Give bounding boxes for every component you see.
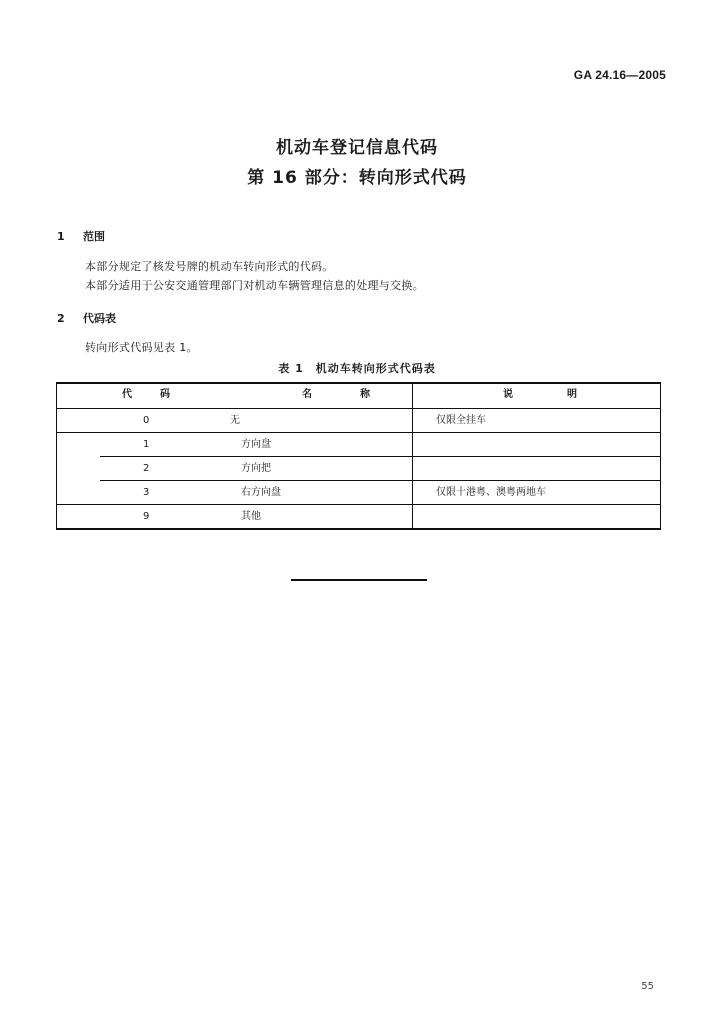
end-of-document-rule — [291, 579, 427, 581]
document-subtitle: 第 16 部分：转向形式代码 — [247, 168, 467, 188]
column-header-char: 说 — [503, 389, 515, 400]
column-header-note — [503, 389, 579, 401]
standard-code: GA 24.16—2005 — [573, 68, 666, 82]
table-cell-name: 方向把 — [241, 463, 271, 474]
table-row-rule — [100, 456, 660, 457]
code-table — [56, 382, 661, 529]
section-title: 范围 — [83, 230, 105, 243]
table-row-rule — [56, 504, 661, 505]
column-header-name — [302, 389, 372, 401]
column-header-char: 代 — [122, 389, 134, 400]
table-row-rule — [56, 432, 661, 433]
section-heading-code-table — [57, 310, 116, 326]
table-right-border — [660, 382, 661, 529]
column-header-char: 名 — [302, 389, 314, 400]
page-number: 55 — [641, 981, 654, 992]
table-cell-code: 2 — [143, 463, 150, 474]
section-number: 2 — [57, 312, 65, 325]
table-cell-name: 方向盘 — [241, 439, 271, 450]
table-caption-label: 表 1 — [278, 362, 304, 375]
table-top-rule — [56, 382, 661, 384]
column-header-code — [122, 389, 172, 401]
table-cell-note: 仅限十港粤、澳粤两地车 — [436, 487, 546, 498]
section-paragraph: 本部分规定了核发号牌的机动车转向形式的代码。 — [85, 260, 334, 273]
table-row-rule — [100, 480, 660, 481]
table-left-border — [56, 382, 57, 529]
table-cell-name: 右方向盘 — [241, 487, 281, 498]
column-header-char: 明 — [567, 389, 579, 400]
table-cell-note: 仅限全挂车 — [436, 415, 486, 426]
table-cell-code: 0 — [143, 415, 150, 426]
document-title: 机动车登记信息代码 — [276, 138, 438, 158]
column-header-char: 码 — [160, 389, 172, 400]
table-cell-code: 1 — [143, 439, 150, 450]
section-paragraph: 本部分适用于公安交通管理部门对机动车辆管理信息的处理与交换。 — [85, 279, 424, 292]
column-header-char: 称 — [360, 389, 372, 400]
table-caption — [0, 360, 714, 376]
table-cell-code: 3 — [143, 487, 150, 498]
table-cell-name: 无 — [230, 415, 240, 426]
table-caption-title: 机动车转向形式代码表 — [315, 362, 436, 375]
table-cell-name: 其他 — [241, 511, 261, 522]
table-header-rule — [56, 408, 661, 409]
section-title: 代码表 — [83, 312, 116, 325]
table-cell-code: 9 — [143, 511, 150, 522]
table-bottom-rule — [56, 528, 661, 530]
section-number: 1 — [57, 230, 65, 243]
section-heading-scope — [57, 228, 105, 244]
section-paragraph: 转向形式代码见表 1。 — [85, 341, 198, 354]
